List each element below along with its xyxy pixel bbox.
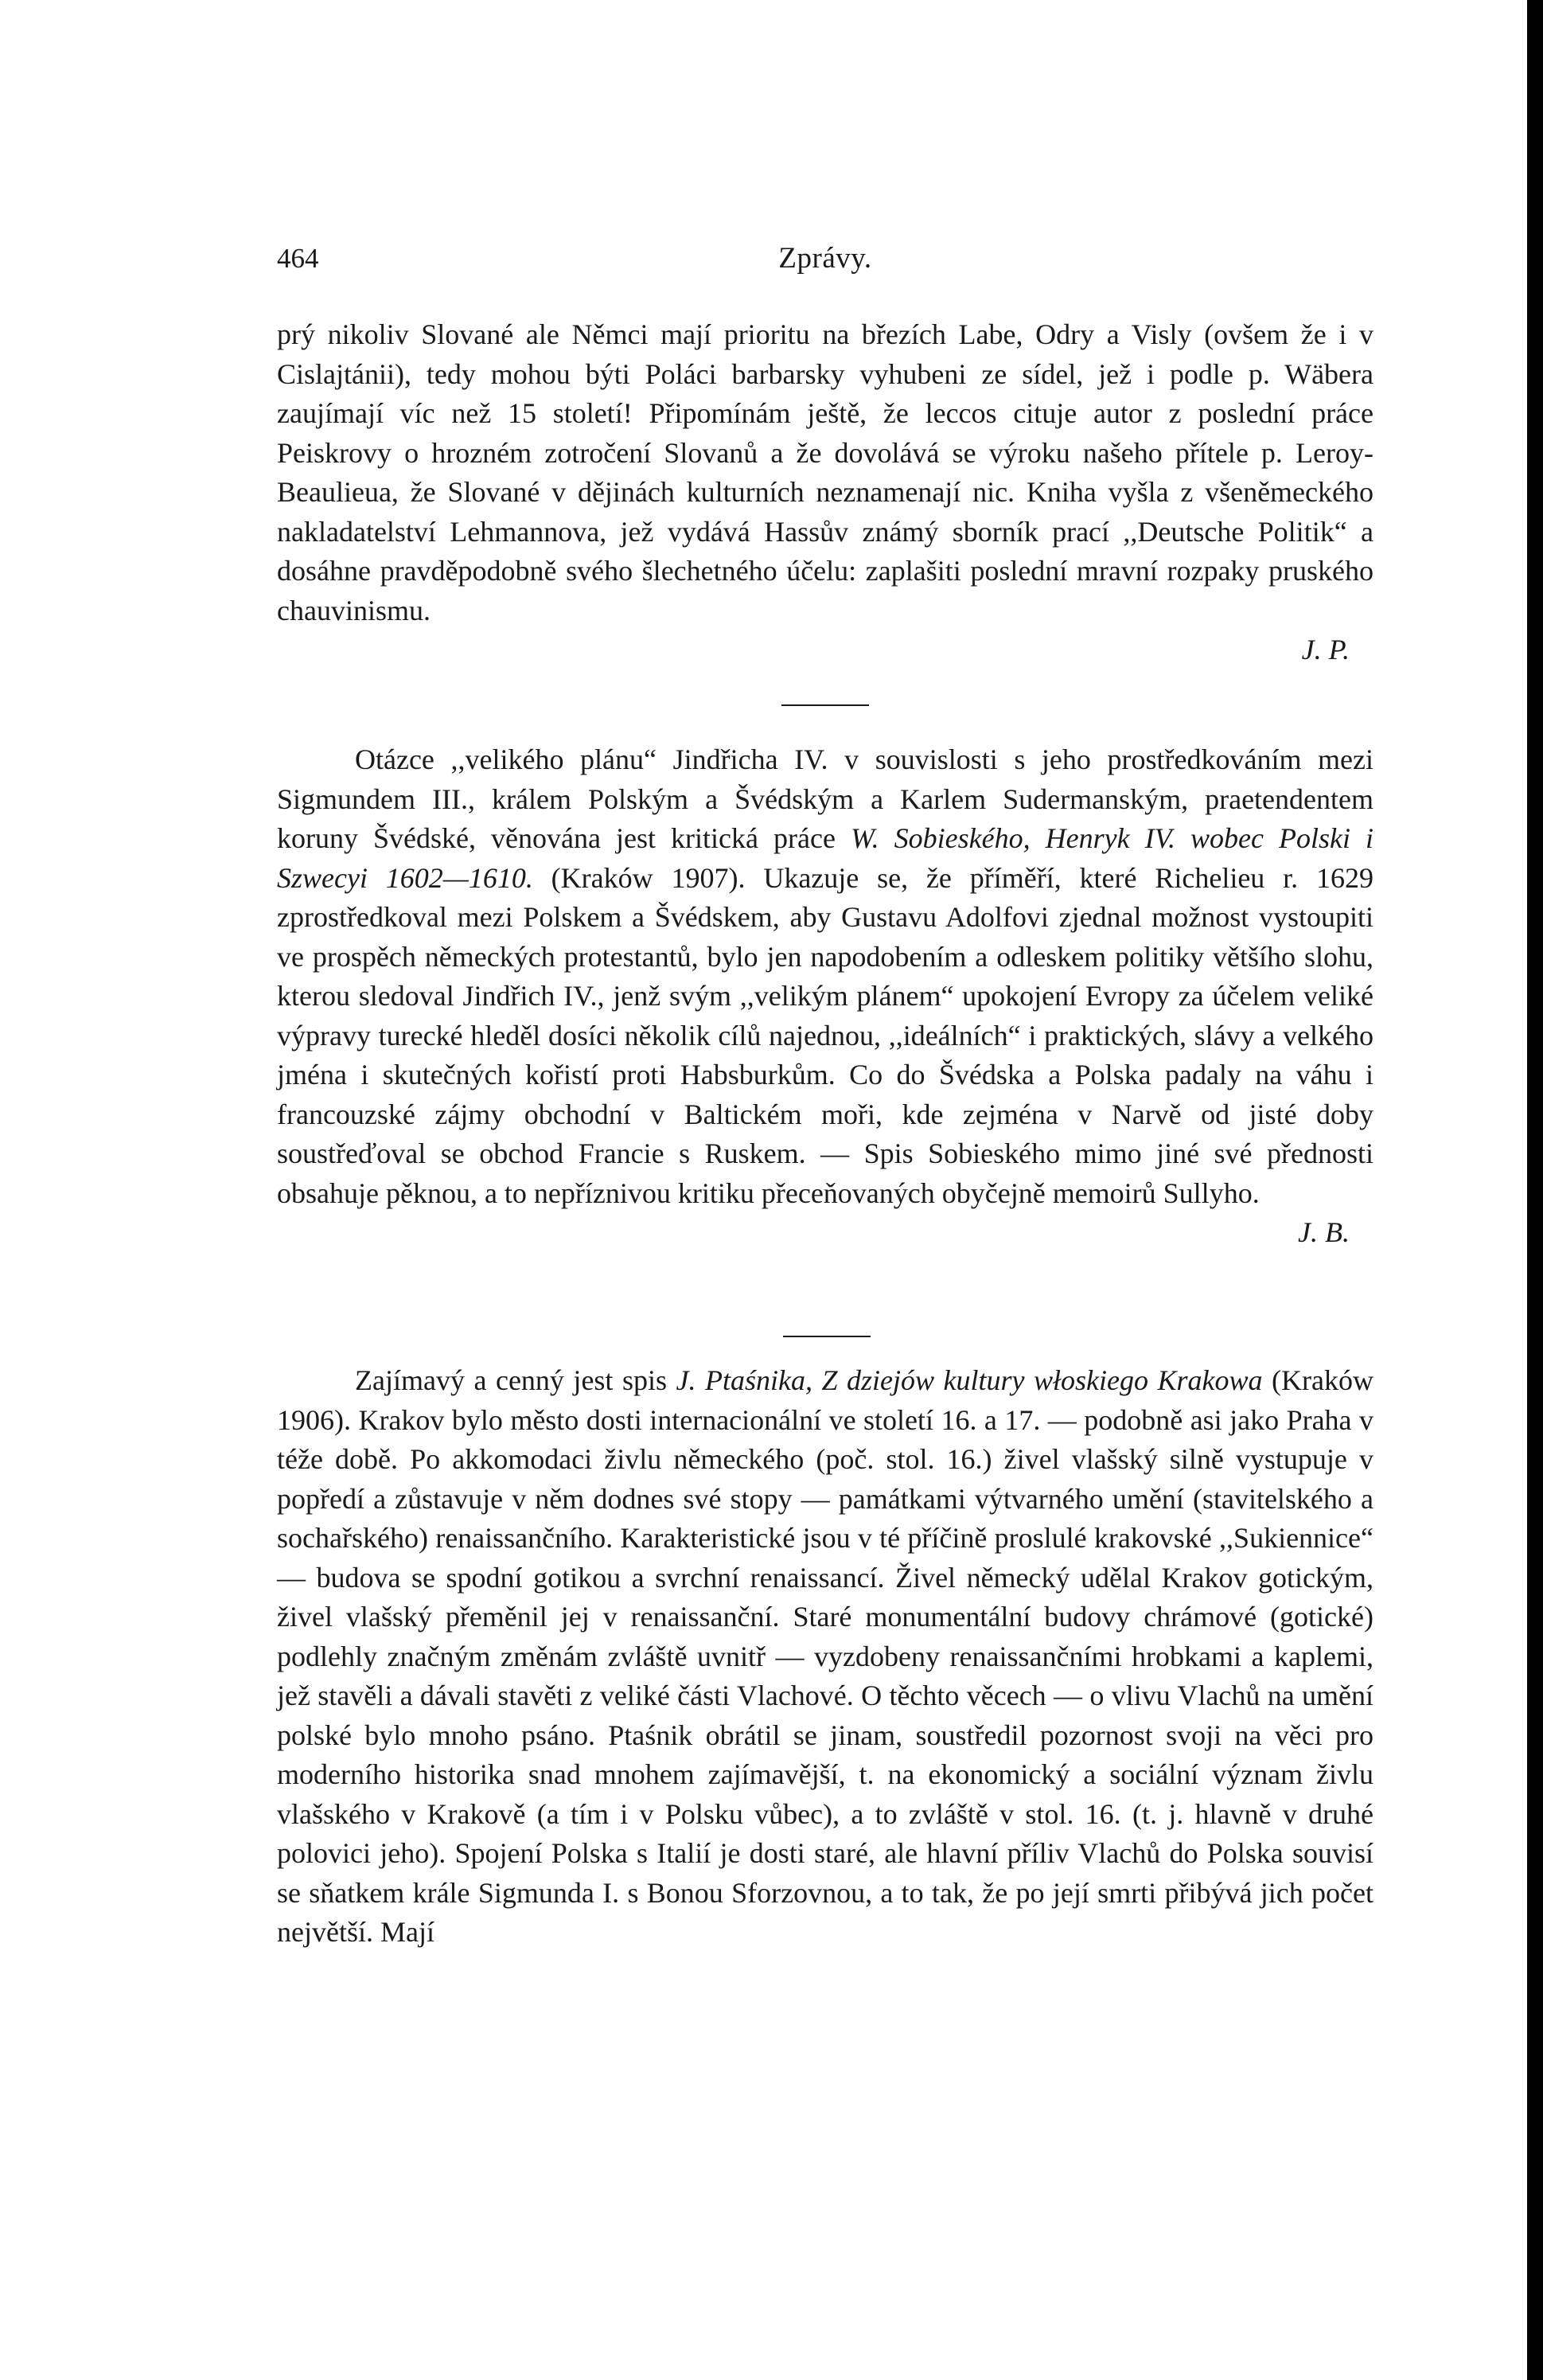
news-item-1 bbox=[277, 315, 1374, 670]
news-item-3-text-a: Zajímavý a cenný jest spis bbox=[355, 1364, 676, 1396]
section-divider bbox=[781, 704, 869, 706]
section-divider bbox=[783, 1336, 871, 1337]
news-item-1-text: prý nikoliv Slované ale Němci mají prioritu na březích Labe, Odry a Visly (ovšem že i v Cislajtánii), tedy mohou býti Poláci barbarsky vyhubeni ze sídel, jež i podle p. Wäbera zaujímají víc než 15 století! Připomínám ještě, že leccos cituje autor z poslední práce Peiskrovy o hrozném zotročení Slovanů a že dovolává se výroku našeho přítele p. Leroy-Beaulieua, že Slované v dějinách kulturních neznamenají nic. Kniha vyšla z všeněmeckého nakladatelství Lehmannova, jež vydává Hassův známý sborník prací ,,Deutsche Politik“ a dosáhne pravděpodobně svého šlechetného účelu: zaplašiti poslední mravní rozpaky pruského chauvinismu. bbox=[277, 318, 1374, 626]
page-number: 464 bbox=[277, 243, 319, 274]
news-item-3-text-b: (Kraków 1906). Krakov bylo město dosti internacionální ve století 16. a 17. — podobně asi jako Praha v téže době. Po akkomodaci živlu německého (poč. stol. 16.) živel vlašský silně vystupuje v popředí a zůstavuje v něm dodnes své stopy — památkami výtvarného umění (stavitelského a sochařského) renaissančního. Karakteristické jsou v té příčině proslulé krakovské ,,Sukiennice“ — budova se spodní gotikou a svrchní renaissancí. Živel německý udělal Krakov gotickým, živel vlašský přeměnil jej v renaissanční. Staré monumentální budovy chrámové (gotické) podlehly značným změnám zvláště uvnitř — vyzdobeny renaissančními hrobkami a kaplemi, jež stavěli a dávali stavěti z veliké části Vlachové. O těchto věcech — o vlivu Vlachů na umění polské bylo mnoho psáno. Ptaśnik obrátil se jinam, soustředil pozornost svoji na věci pro moderního historika snad mnohem zajímavější, t. na ekonomický a sociální význam živlu vlašského v Krakově (a tím i v Polsku vůbec), a to zvláště v stol. 16. (t. j. hlavně v druhé polovici jeho). Spojení Polska s Italií je dosti staré, ale hlavní příliv Vlachů do Polska souvisí se sňatkem krále Sigmunda I. s Bonou Sforzovnou, a to tak, že po její smrti přibývá jich počet největší. Mají bbox=[277, 1364, 1374, 1948]
running-title: Zprávy. bbox=[778, 242, 872, 275]
page-header bbox=[277, 239, 1374, 279]
news-item-3-title: J. Ptaśnika, Z dziejów kultury włoskiego Krakowa bbox=[676, 1364, 1263, 1396]
news-item-2-text-b: (Kraków 1907). Ukazuje se, že příměří, které Richelieu r. 1629 zprostředkoval mezi Polskem a Švédskem, aby Gustavu Adolfovi zjednal možnost vystoupiti ve prospěch německých protestantů, bylo jen napodobením a odleskem politiky většího slohu, kterou sledoval Jindřich IV., jenž svým ,,velikým plánem“ upokojení Evropy za účelem veliké výpravy turecké hleděl dosíci několik cílů najednou, ,,ideálních“ i praktických, slávy a velkého jména i skutečných kořistí proti Habsburkům. Co do Švédska a Polska padaly na váhu i francouzské zájmy obchodní v Baltickém moři, kde zejména v Narvě od jisté doby soustřeďoval se obchod Francie s Ruskem. — Spis Sobieského mimo jiné své přednosti obsahuje pěknou, a to nepříznivou kritiku přeceňovaných obyčejně memoirů Sullyho. bbox=[277, 861, 1374, 1209]
news-item-3 bbox=[277, 1361, 1374, 1953]
news-item-2-text bbox=[277, 740, 1374, 1248]
news-item-1-signature: J. P. bbox=[1301, 634, 1350, 665]
news-item-2-signature: J. B. bbox=[1298, 1216, 1350, 1248]
news-item-2 bbox=[277, 740, 1374, 1253]
news-item-2-title: W. Sobieského, Henryk IV. wobec Polski i Szwecyi 1602—1610. bbox=[277, 822, 1374, 894]
news-item-2-text-a: Otázce ,,velikého plánu“ Jindřicha IV. v souvislosti s jeho prostředkováním mezi Sigmundem III., králem Polským a Švédským a Karlem Sudermanským, praetendentem koruny Švédské, věnována jest kritická práce bbox=[277, 743, 1374, 854]
news-item-3-text bbox=[277, 1361, 1374, 1953]
